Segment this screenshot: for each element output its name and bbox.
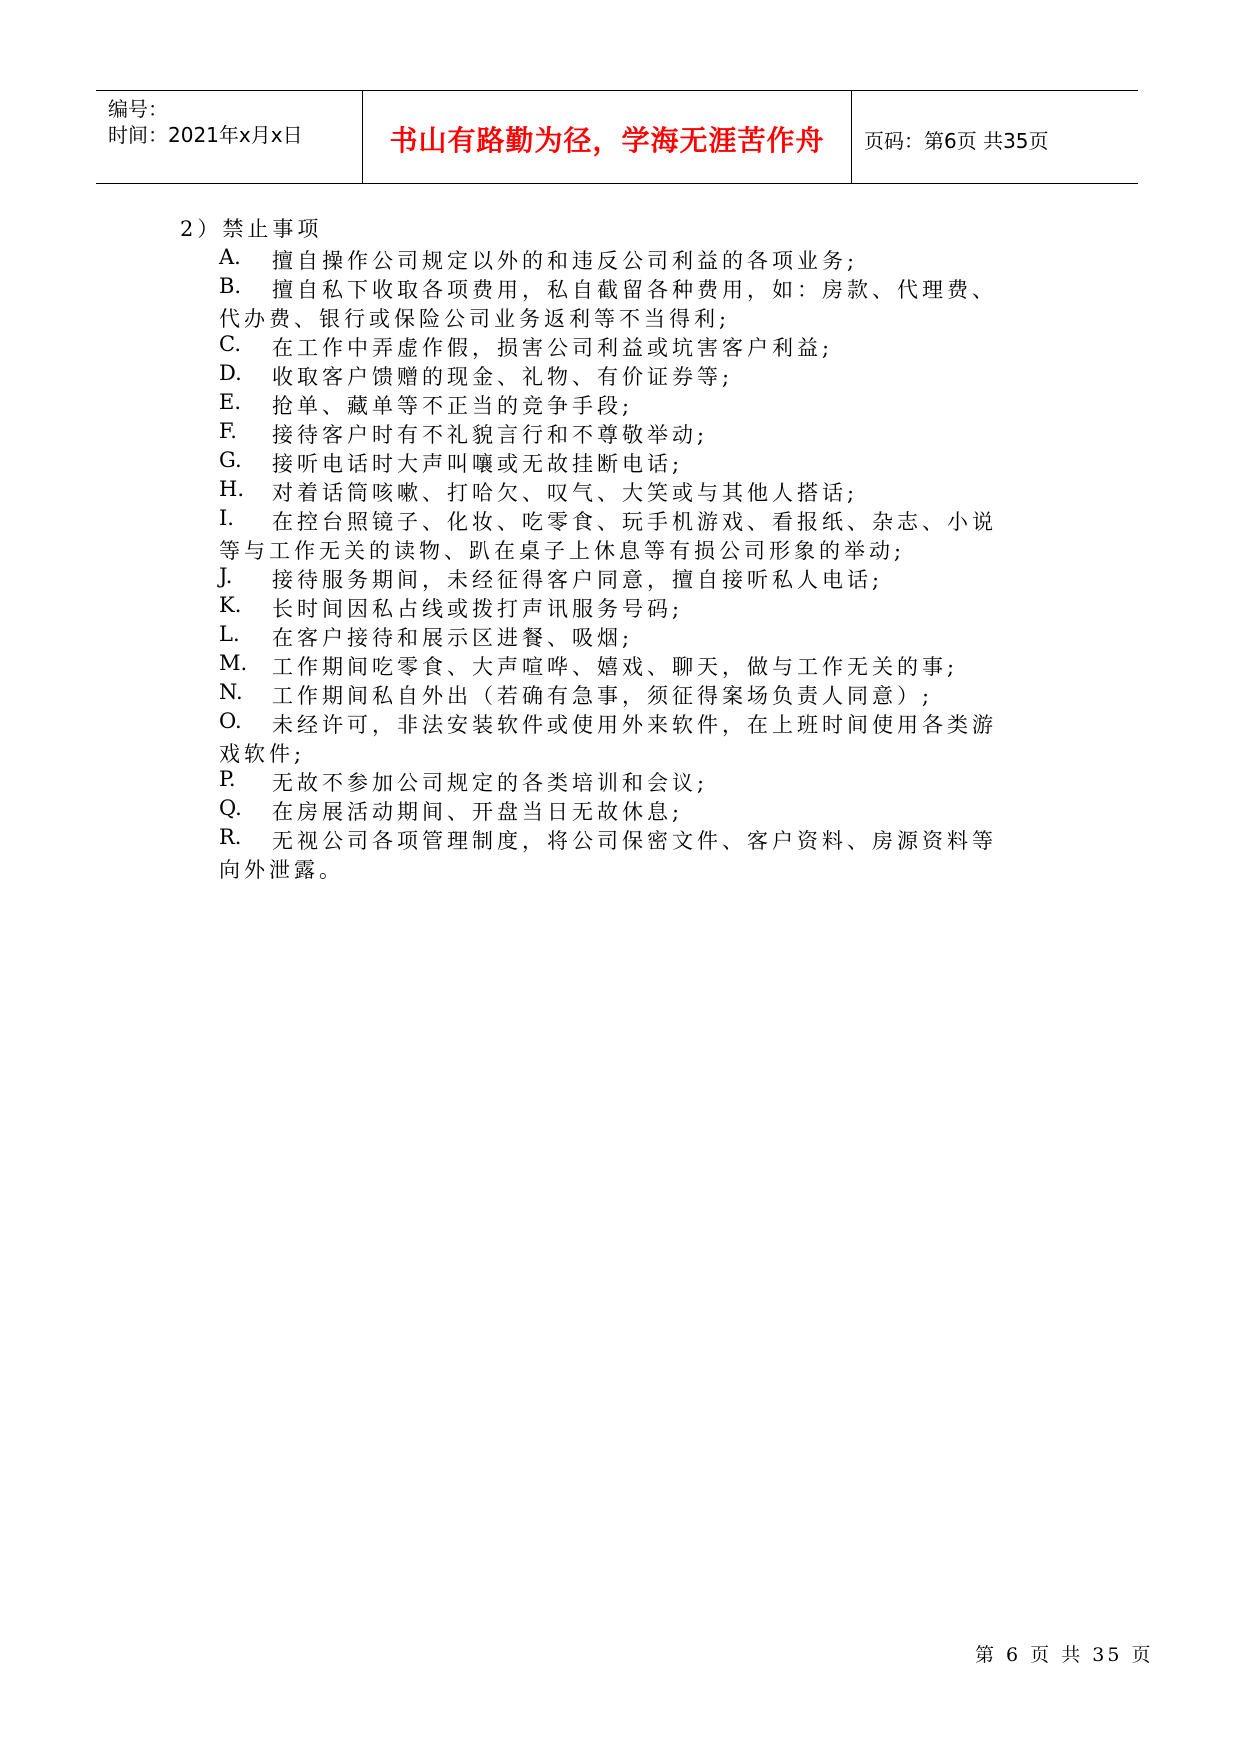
list-item-text: 在工作中弄虚作假，损害公司利益或坑害客户利益; xyxy=(272,336,834,360)
list-item-text: 长时间因私占线或拨打声讯服务号码; xyxy=(272,597,684,621)
list-item-text: 抢单、藏单等不正当的竞争手段; xyxy=(272,394,634,418)
document-time-label: 时间：2021年x月x日 xyxy=(108,123,303,147)
list-item-label: A. xyxy=(219,245,241,269)
header-page-info: 页码：第6页 共35页 xyxy=(864,129,1049,153)
header-center-cell xyxy=(362,91,852,183)
list-item-text: 无故不参加公司规定的各类培训和会议; xyxy=(272,771,709,795)
header-motto: 书山有路勤为径，学海无涯苦作舟 xyxy=(389,124,825,157)
list-item-text: 未经许可，非法安装软件或使用外来软件，在上班时间使用各类游 xyxy=(272,713,997,737)
list-item-label: N. xyxy=(219,680,243,704)
list-item-continuation: 向外泄露。 xyxy=(219,858,344,882)
list-item-text: 收取客户馈赠的现金、礼物、有价证券等; xyxy=(272,365,734,389)
list-item-text: 对着话筒咳嗽、打哈欠、叹气、大笑或与其他人搭话; xyxy=(272,481,859,505)
list-item-label: Q. xyxy=(219,796,242,820)
list-item-continuation: 戏软件; xyxy=(219,742,306,766)
list-item-label: G. xyxy=(219,448,242,472)
list-item-label: P. xyxy=(219,767,236,791)
list-item-text: 擅自操作公司规定以外的和违反公司利益的各项业务; xyxy=(272,249,859,273)
list-item-label: L. xyxy=(219,622,240,646)
list-item-label: J. xyxy=(219,564,233,588)
list-item-label: B. xyxy=(219,274,242,298)
list-item-label: O. xyxy=(219,709,242,733)
list-item-text: 在客户接待和展示区进餐、吸烟; xyxy=(272,626,634,650)
section-title: 2）禁止事项 xyxy=(180,217,323,241)
header-right-cell xyxy=(852,91,1138,183)
list-item-text: 无视公司各项管理制度，将公司保密文件、客户资料、房源资料等 xyxy=(272,829,997,853)
list-item-label: I. xyxy=(219,506,234,530)
list-item-label: F. xyxy=(219,419,237,443)
list-item-text: 在控台照镜子、化妆、吃零食、玩手机游戏、看报纸、杂志、小说 xyxy=(272,510,997,534)
list-item-label: K. xyxy=(219,593,242,617)
list-item-text: 工作期间私自外出（若确有急事，须征得案场负责人同意）; xyxy=(272,684,934,708)
list-item-label: R. xyxy=(219,825,242,849)
list-item-text: 接待服务期间，未经征得客户同意，擅自接听私人电话; xyxy=(272,568,884,592)
document-number-label: 编号： xyxy=(108,97,168,121)
header-table xyxy=(96,90,1138,184)
page-footer: 第 6 页 共 35 页 xyxy=(975,1644,1154,1666)
list-item-continuation: 代办费、银行或保险公司业务返利等不当得利; xyxy=(219,307,731,331)
list-item-label: C. xyxy=(219,332,241,356)
list-item-text: 接听电话时大声叫嚷或无故挂断电话; xyxy=(272,452,684,476)
list-item-continuation: 等与工作无关的读物、趴在桌子上休息等有损公司形象的举动; xyxy=(219,539,906,563)
list-item-text: 工作期间吃零食、大声喧哗、嬉戏、聊天，做与工作无关的事; xyxy=(272,655,959,679)
header-left-cell xyxy=(96,91,362,183)
list-item-label: H. xyxy=(219,477,244,501)
list-item-text: 擅自私下收取各项费用，私自截留各种费用，如：房款、代理费、 xyxy=(272,278,997,302)
list-item-label: M. xyxy=(219,651,248,675)
list-item-label: E. xyxy=(219,390,242,414)
list-item-text: 在房展活动期间、开盘当日无故休息; xyxy=(272,800,684,824)
list-item-label: D. xyxy=(219,361,242,385)
list-item-text: 接待客户时有不礼貌言行和不尊敬举动; xyxy=(272,423,709,447)
